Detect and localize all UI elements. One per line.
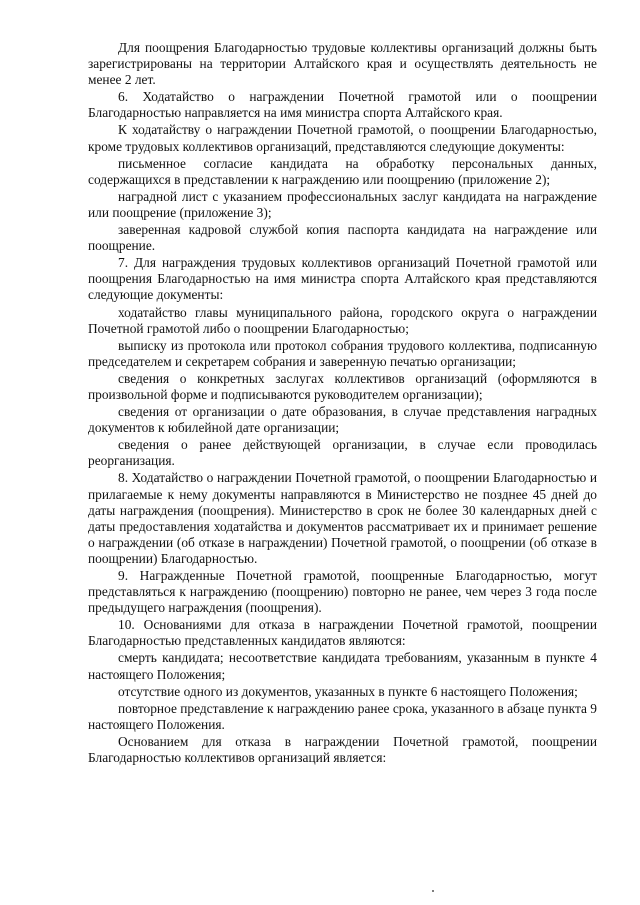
- paragraph-collectives-requirement: Для поощрения Благодарностью трудовые коллективы организаций должны быть зарегистрированы на территории Алтайского края и осуществлять деятельность не менее 2 лет.: [88, 40, 597, 88]
- document-body: [88, 40, 597, 767]
- paragraph-6: 6. Ходатайство о награждении Почетной грамотой или о поощрении Благодарностью направляется на имя министра спорта Алтайского края.: [88, 89, 597, 121]
- paragraph-10-death-mismatch: смерть кандидата; несоответствие кандидата требованиям, указанным в пункте 4 настоящего Положения;: [88, 650, 597, 682]
- paragraph-7: 7. Для награждения трудовых коллективов организаций Почетной грамотой или поощрения Благодарностью на имя министра спорта Алтайского края представляются следующие документы:: [88, 255, 597, 303]
- paragraph-10-repeat-submission: повторное представление к награждению ранее срока, указанного в абзаце пункта 9 настоящего Положения.: [88, 700, 597, 732]
- paragraph-10-missing-document: отсутствие одного из документов, указанных в пункте 6 настоящего Положения;: [118, 683, 578, 699]
- paragraph-10: 10. Основаниями для отказа в награждении Почетной грамотой, поощрении Благодарностью представленных кандидатов являются:: [88, 617, 597, 649]
- paragraph-7-founding-date: сведения от организации о дате образования, в случае представления наградных документов к юбилейной дате организации;: [88, 404, 597, 436]
- scan-speck: [432, 890, 434, 892]
- paragraph-7-petition: ходатайство главы муниципального района, городского округа о награждении Почетной грамотой либо о поощрении Благодарностью;: [88, 304, 597, 336]
- paragraph-6-passport-copy: заверенная кадровой службой копия паспорта кандидата на награждение или поощрение.: [88, 222, 597, 254]
- paragraph-6-documents-intro: К ходатайству о награждении Почетной грамотой, о поощрении Благодарностью, кроме трудовых коллективов организаций, представляются следующие документы:: [88, 122, 597, 154]
- paragraph-7-merits: сведения о конкретных заслугах коллективов организаций (оформляются в произвольной форме и подписываются руководителем организации);: [88, 370, 597, 402]
- paragraph-7-protocol: выписку из протокола или протокол собрания трудового коллектива, подписанную председателем и секретарем собрания и заверенную печатью организации;: [88, 337, 597, 369]
- paragraph-collectives-refusal: Основанием для отказа в награждении Почетной грамотой, поощрении Благодарностью коллективов организаций является:: [88, 733, 597, 766]
- paragraph-6-award-sheet: наградной лист с указанием профессиональных заслуг кандидата на награждение или поощрение (приложение 3);: [88, 188, 597, 220]
- paragraph-9: 9. Награжденные Почетной грамотой, поощренные Благодарностью, могут представляться к награждению (поощрению) повторно не ранее, чем через 3 года после предыдущего награждения (поощрения).: [88, 568, 597, 616]
- paragraph-8: 8. Ходатайство о награждении Почетной грамотой, о поощрении Благодарностью и прилагаемые к нему документы направляются в Министерство не позднее 45 дней до даты награждения (поощрения). Министерство в срок не более 30 календарных дней с даты предоставления ходатайства и документов рассматривает их и принимает решение о награждении (об отказе в награждении) Почетной грамотой, о поощрении (об отказе в поощрении) Благодарностью.: [88, 470, 597, 566]
- paragraph-6-consent: письменное согласие кандидата на обработку персональных данных, содержащихся в представлении к награждению или поощрению (приложение 2);: [88, 155, 597, 187]
- paragraph-7-reorganization: сведения о ранее действующей организации, в случае если проводилась реорганизация.: [88, 437, 597, 469]
